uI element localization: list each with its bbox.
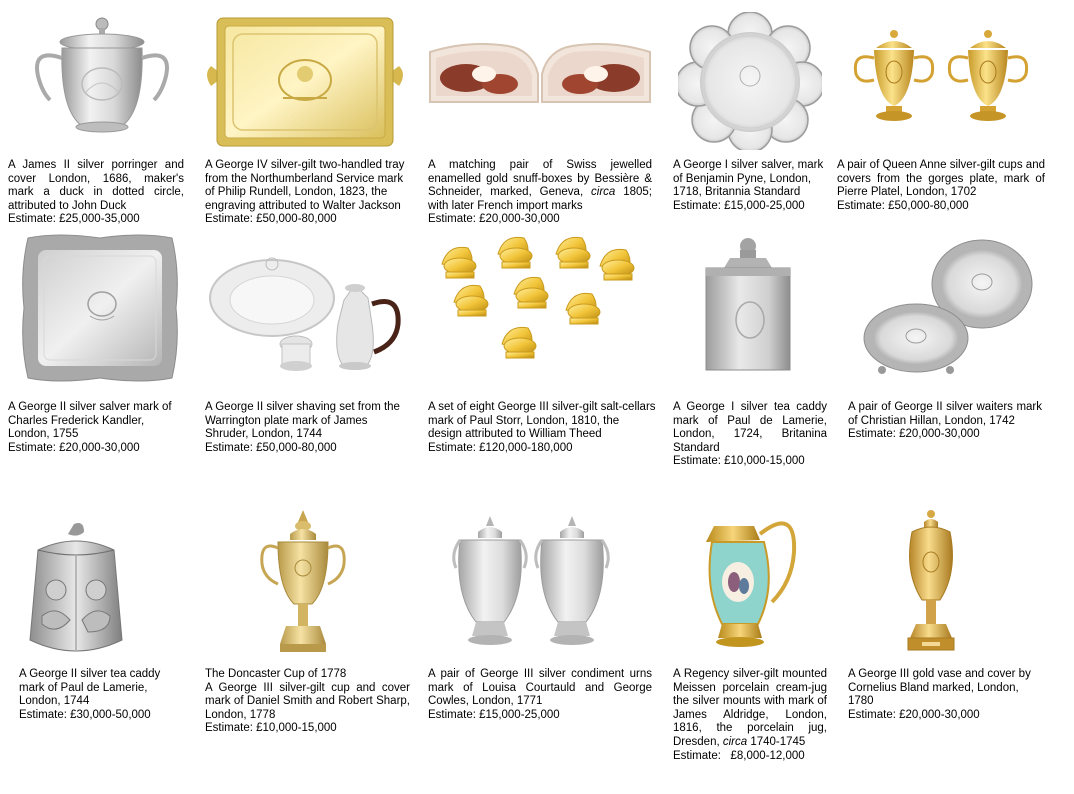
lot-estimate: Estimate: £8,000-12,000 bbox=[673, 749, 805, 762]
desc-text: 1805; with later French import marks bbox=[428, 186, 652, 212]
lot-estimate: Estimate: £120,000-180,000 bbox=[428, 441, 573, 454]
salt-cellars-caption bbox=[428, 401, 656, 455]
lot-description: A pair of Queen Anne silver-gilt cups and covers from the gorges plate, mark of Pierre Platel, London, 1702 bbox=[837, 159, 1045, 199]
cream-jug-image[interactable] bbox=[698, 512, 798, 650]
lot-estimate: Estimate: £10,000-15,000 bbox=[673, 455, 805, 468]
tray-caption bbox=[205, 159, 413, 227]
lot-description: A pair of George III silver condiment urns mark of Louisa Courtauld and George Cowles, London, 1771 bbox=[428, 668, 652, 708]
lot-estimate: Estimate: £20,000-30,000 bbox=[428, 213, 560, 226]
snuff-boxes-image[interactable] bbox=[428, 38, 652, 108]
lot-description: A George II silver tea caddy mark of Paul de Lamerie, London, 1744 bbox=[19, 668, 161, 708]
lot-estimate: Estimate: £50,000-80,000 bbox=[837, 199, 969, 212]
shaving-set-caption bbox=[205, 401, 410, 455]
waiters-image[interactable] bbox=[862, 230, 1038, 382]
queen-anne-cups-image[interactable] bbox=[848, 28, 1034, 124]
desc-text: 1740-1745 bbox=[747, 735, 806, 748]
lot-description: A George III gold vase and cover by Cornelius Bland marked, London, 1780 bbox=[848, 668, 1031, 708]
salver-pyne-caption bbox=[673, 159, 831, 213]
lot-description: A pair of George II silver waiters mark of Christian Hillan, London, 1742 bbox=[848, 401, 1042, 427]
lot-description: A George III silver-gilt cup and cover mark of Daniel Smith and Robert Sharp, London, 1778 bbox=[205, 681, 410, 721]
salver-pyne-image[interactable] bbox=[678, 12, 822, 150]
lot-estimate: Estimate: £50,000-80,000 bbox=[205, 441, 337, 454]
condiment-urns-image[interactable] bbox=[452, 514, 612, 648]
lot-description bbox=[673, 668, 827, 750]
lot-estimate: Estimate: £25,000-35,000 bbox=[8, 213, 140, 226]
porringer-image[interactable] bbox=[26, 14, 182, 140]
tray-image[interactable] bbox=[205, 14, 405, 150]
lot-estimate: Estimate: £20,000-30,000 bbox=[848, 428, 980, 441]
salt-cellars-image[interactable] bbox=[436, 228, 646, 380]
gold-vase-image[interactable] bbox=[900, 508, 962, 654]
tea-caddy-1744-image[interactable] bbox=[18, 520, 134, 662]
waiters-caption bbox=[848, 401, 1042, 442]
doncaster-cup-image[interactable] bbox=[256, 508, 350, 656]
desc-text: A matching pair of Swiss jewelled enamelled gold snuff-boxes by Bessière & Schneider, marked, Geneva, bbox=[428, 159, 652, 199]
lot-estimate: Estimate: £30,000-50,000 bbox=[19, 708, 151, 721]
lot-description: A James II silver porringer and cover London, 1686, maker's mark a duck in dotted circle, attributed to John Duck bbox=[8, 159, 184, 212]
queen-anne-cups-caption bbox=[837, 159, 1045, 213]
doncaster-cup-caption bbox=[205, 668, 410, 736]
condiment-urns-caption bbox=[428, 668, 652, 722]
lot-estimate: Estimate: £20,000-30,000 bbox=[8, 441, 140, 454]
lot-estimate: Estimate: £15,000-25,000 bbox=[673, 199, 805, 212]
salver-kandler-image[interactable] bbox=[18, 232, 182, 384]
tea-caddy-1744-caption bbox=[19, 668, 179, 722]
tea-caddy-1724-image[interactable] bbox=[696, 236, 800, 376]
lot-estimate: Estimate: £50,000-80,000 bbox=[205, 213, 337, 226]
desc-circa: circa bbox=[591, 186, 616, 199]
salver-kandler-caption bbox=[8, 401, 184, 455]
porringer-caption bbox=[8, 159, 184, 227]
gold-vase-caption bbox=[848, 668, 1044, 722]
lot-description: A George II silver salver mark of Charles Frederick Kandler, London, 1755 bbox=[8, 401, 172, 441]
lot-title: The Doncaster Cup of 1778 bbox=[205, 668, 347, 680]
shaving-set-image[interactable] bbox=[208, 254, 406, 376]
lot-description bbox=[428, 159, 652, 213]
lot-description: A George I silver tea caddy mark of Paul de Lamerie, London, 1724, Britanina Standard bbox=[673, 401, 827, 454]
desc-text: A Regency silver-gilt mounted Meissen porcelain cream-jug the silver mounts with mark of James Aldridge, London, 1816, the porcelain jug, Dresden, bbox=[673, 668, 827, 748]
tea-caddy-1724-caption bbox=[673, 401, 827, 469]
lot-estimate: Estimate: £15,000-25,000 bbox=[428, 708, 560, 721]
cream-jug-caption bbox=[673, 668, 827, 763]
lot-description: A set of eight George III silver-gilt salt-cellars mark of Paul Storr, London, 1810, the design attributed to William Theed bbox=[428, 401, 656, 441]
snuff-boxes-caption bbox=[428, 159, 652, 227]
lot-description: A George IV silver-gilt two-handled tray from the Northumberland Service mark of Philip Rundell, London, 1823, the engraving attributed to Walter Jackson bbox=[205, 159, 405, 212]
desc-circa: circa bbox=[722, 735, 748, 748]
lot-description: A George II silver shaving set from the Warrington plate mark of James Shruder, London, 1744 bbox=[205, 401, 400, 441]
lot-description: A George I silver salver, mark of Benjamin Pyne, London, 1718, Britannia Standard bbox=[673, 159, 824, 199]
lot-estimate: Estimate: £20,000-30,000 bbox=[848, 708, 980, 721]
lot-estimate: Estimate: £10,000-15,000 bbox=[205, 722, 337, 735]
